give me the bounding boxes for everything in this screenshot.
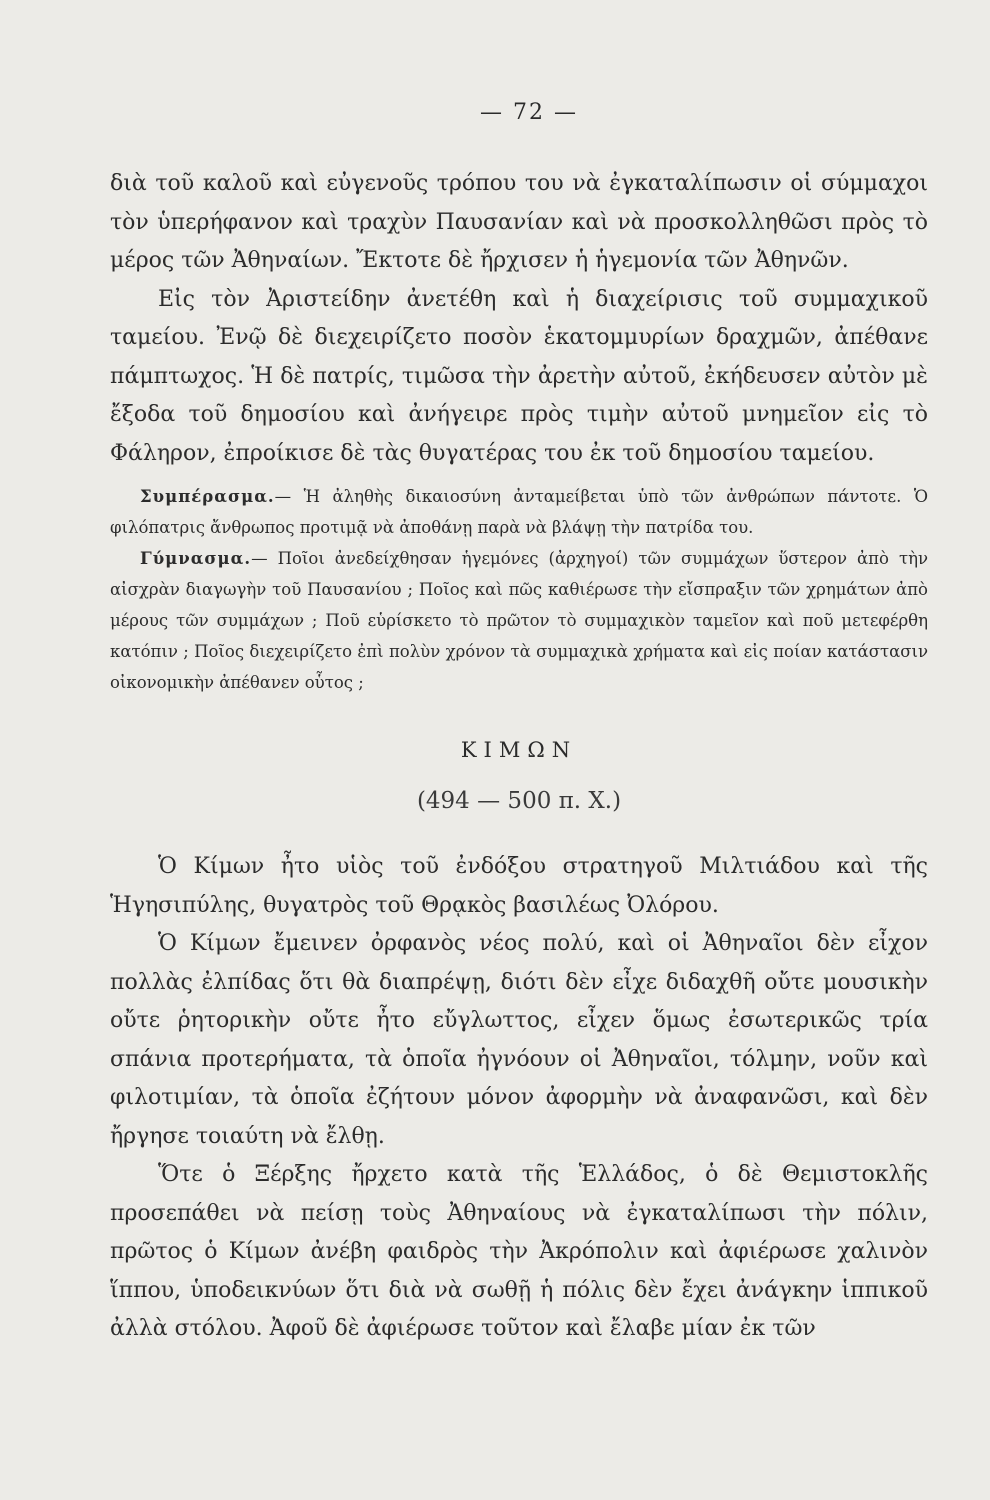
paragraph-xerxes-acropolis: Ὅτε ὁ Ξέρξης ἤρχετο κατὰ τῆς Ἑλλάδος, ὁ δὲ Θεμιστοκλῆς προσεπάθει νὰ πείσῃ τοὺς Ἀθηναίους νὰ ἐγκαταλίπωσι τὴν πόλιν, πρῶτος ὁ Κίμων ἀνέβη φαιδρὸς τὴν Ἀκρόπολιν καὶ ἀφιέρωσε χαλινὸν ἵππου, ὑποδεικνύων ὅτι διὰ νὰ σωθῇ ἡ πόλις δὲν ἔχει ἀνάγκην ἱππικοῦ ἀλλὰ στόλου. Ἀφοῦ δὲ ἀφιέρωσε τοῦτον καὶ ἔλαβε μίαν ἐκ τῶν [110,1162,928,1341]
conclusion-note [110,481,928,543]
page-number: — 72 — [480,100,578,125]
section-title: ΚΙΜΩΝ [460,738,578,762]
exercise-text: — Ποῖοι ἀνεδείχθησαν ἡγεμόνες (ἀρχηγοί) τῶν συμμάχων ὕστερον ἀπὸ τὴν αἰσχρὰν διαγωγὴν τοῦ Παυσανίου ; Ποῖος καὶ πῶς καθιέρωσε τὴν εἴσπραξιν τῶν χρημάτων ἀπὸ μέρους τῶν συμμάχων ; Ποῦ εὑρίσκετο τὸ πρῶτον τὸ συμμαχικὸν ταμεῖον καὶ ποῦ μετεφέρθη κατόπιν ; Ποῖος διεχειρίζετο ἐπὶ πολὺν χρόνον τὰ συμμαχικὰ χρήματα καὶ εἰς ποίαν κατάστασιν οἰκονομικὴν ἀπέθανεν οὗτος ; [110,549,928,692]
conclusion-label: Συμπέρασμα. [140,487,275,506]
paragraph-kimon-parentage: Ὁ Κίμων ἦτο υἱὸς τοῦ ἐνδόξου στρατηγοῦ Μιλτιάδου καὶ τῆς Ἡγησιπύλης, θυγατρὸς τοῦ Θρᾳκὸς βασιλέως Ὀλόρου. [110,854,928,918]
paragraph-continuation: διὰ τοῦ καλοῦ καὶ εὐγενοῦς τρόπου του νὰ ἐγκαταλίπωσιν οἱ σύμμαχοι τὸν ὑπερήφανον καὶ τραχὺν Παυσανίαν καὶ νὰ προσκολληθῶσι πρὸς τὸ μέρος τῶν Ἀθηναίων. Ἔκτοτε δὲ ἤρχισεν ἡ ἡγεμονία τῶν Ἀθηνῶν. [110,171,928,273]
exercise-note [110,543,928,698]
exercise-label: Γύμνασμα. [140,549,252,568]
paragraph-kimon-youth: Ὁ Κίμων ἔμεινεν ὀρφανὸς νέος πολύ, καὶ οἱ Ἀθηναῖοι δὲν εἶχον πολλὰς ἐλπίδας ὅτι θὰ διαπρέψῃ, διότι δὲν εἶχε διδαχθῆ οὔτε μουσικὴν οὔτε ῥητορικὴν οὔτε ἦτο εὔγλωττος, εἶχεν ὅμως ἐσωτερικῶς τρία σπάνια προτερήματα, τὰ ὁποῖα ἠγνόουν οἱ Ἀθηναῖοι, τόλμην, νοῦν καὶ φιλοτιμίαν, τὰ ὁποῖα ἐζήτουν μόνον ἀφορμὴν νὰ ἀναφανῶσι, καὶ δὲν ἤργησε τοιαύτη νὰ ἔλθῃ. [110,931,928,1149]
paragraph-aristeides-treasury: Εἰς τὸν Ἀριστείδην ἀνετέθη καὶ ἡ διαχείρισις τοῦ συμμαχικοῦ ταμείου. Ἐνῷ δὲ διεχειρίζετο ποσὸν ἑκατομμυρίων δραχμῶν, ἀπέθανε πάμπτωχος. Ἡ δὲ πατρίς, τιμῶσα τὴν ἀρετὴν αὐτοῦ, ἐκήδευσεν αὐτὸν μὲ ἔξοδα τοῦ δημοσίου καὶ ἀνήγειρε πρὸς τιμὴν αὐτοῦ μνημεῖον εἰς τὸ Φάληρον, ἐπροίκισε δὲ τὰς θυγατέρας του ἐκ τοῦ δημοσίου ταμείου. [110,286,928,466]
section-dates: (494 — 500 π. Χ.) [416,788,622,814]
conclusion-text: — Ἡ ἀληθὴς δικαιοσύνη ἀνταμείβεται ὑπὸ τῶν ἀνθρώπων πάντοτε. Ὁ φιλόπατρις ἄνθρωπος προτιμᾷ νὰ ἀποθάνῃ παρὰ νὰ βλάψῃ τὴν πατρίδα του. [110,487,928,537]
